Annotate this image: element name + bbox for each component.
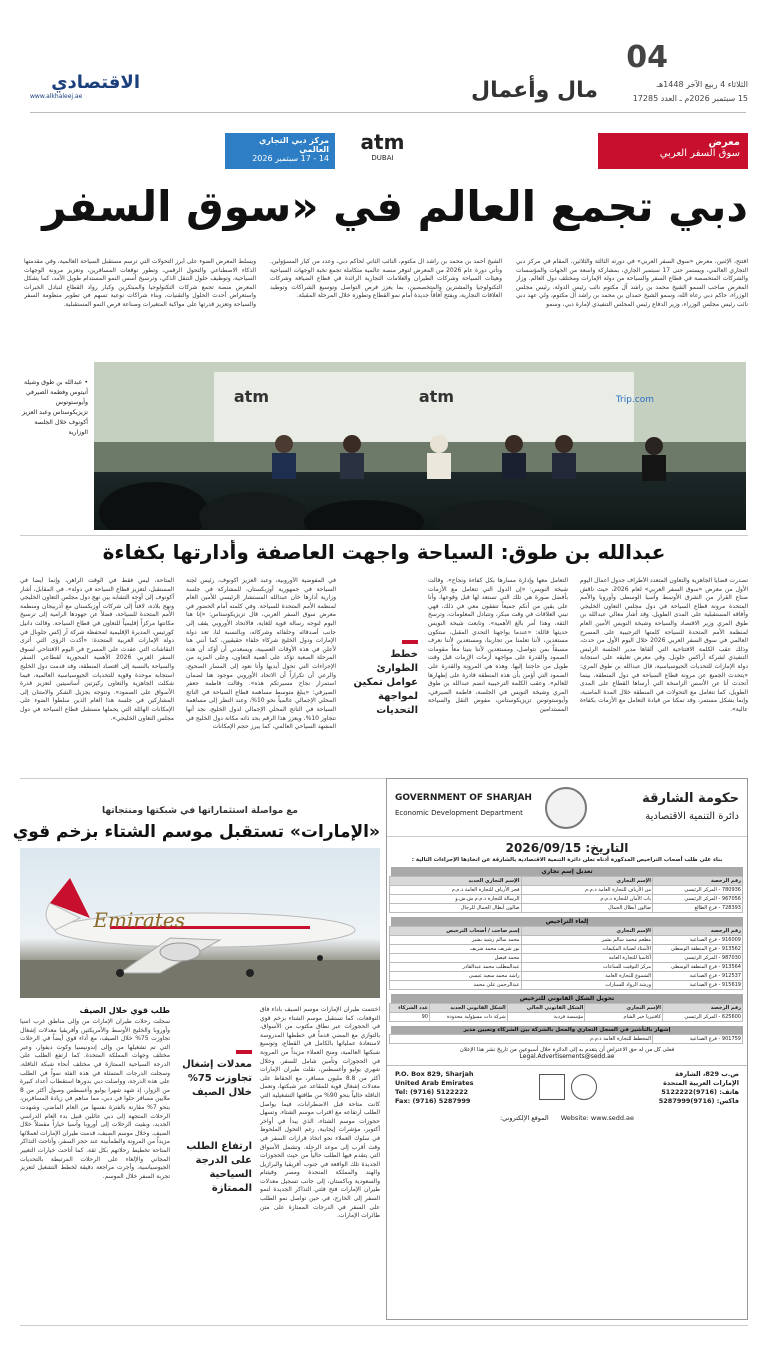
gov-dept-ar: دائرة التنمية الاقتصادية	[645, 811, 739, 822]
table-cell: كافتيريا خير الشام	[585, 1013, 663, 1022]
table-cell: محمد سالم رشيد بشير	[390, 936, 522, 945]
table-cell: راشد محمد سعيد عيسى	[390, 972, 522, 981]
pull-quote-text: خطط الطوارئ عوامل تمكين لمواجهة التحديات	[353, 649, 418, 716]
photo-caption: • عبدالله بن طوق وشيلة أنيتوس وفطمة الصيرفي وأيوستوتوس تزيزيكوستاس وعبد العزيز أكونوف خلال الجلسة الوزارية	[22, 379, 88, 436]
s1-header-2: الإسم التجاري	[521, 877, 653, 886]
table-cell: محمد فيصل	[390, 954, 522, 963]
logo-url: www.alkhaleej.ae	[30, 93, 83, 100]
section4-title: إشهار بالتأشير في السجل التجاري والمحل بالشركة بين الشركاء وتعيين مدير	[391, 1026, 743, 1034]
article3-column-1: اختتمت طيران الإمارات موسم الصيف بأداء فاق التوقعات، كما تستقبل موسم الشتاء بزخم قوي في الحجوزات عبر نطاق مكتوب من الأسواق، بالتوازي مع المضي قدماً في خططها المدروسة لاستعادة عملياتها بالكامل في القطاع، وتوسيع شبكتها العالمية، ومنح العملاء مزيداً من المرونة في الحجوزات وتأمين شامل للسفر. وخلال شهري يوليو وأغسطس، نقلت طيران الإمارات أكثر من 8.8 مليون مسافر، مع الحفاظ على معدلات إشغال قوية للمقاعد عبر شبكتها، وتعمل الناقلة حالياً بنحو 90% من طاقتها التشغيلية التي كانت متاحة قبل الاضطرابات، فيما يواصل الطلب ارتفاعه مع اقتراب موسم الشتاء. وتسهل حجوزات موسم الشتاء، الذي يبدأ في أواخر أكتوبر، مؤشرات إيجابية، رغم التحول الملحوظ في سلوك العملاء نحو اتخاذ قرارات السفر في وقت أقرب إلى موعد الرحلة. وتشمل الأسواق التي يتقدم فيها الطلب حالياً من حيث الحجوزات الجديدة تلك الواقعة في جنوب أفريقيا والبرازيل والهند والمملكة المتحدة ومصر وفيتنام والسعودية وباكستان، إلى جانب تسجيل معدلات طيران الإمارات فتح فئتي التذاكر الجديدة لنمو السفر إلى الخارج، في حين تواصل نمو الطلب على السفر في الدرجات الممتازة على متن طائرات الإمارات.	[260, 1006, 380, 1220]
atm-logo-text: atm	[360, 130, 405, 154]
stage-logo-1: atm	[233, 387, 269, 406]
table-cell: المخطط للتجارة العامة ذ.م.م	[390, 1035, 653, 1044]
article3-pull-quote-2	[178, 1140, 252, 1230]
banner-right-sub: 14 - 17 سبتمبر 2026	[252, 154, 329, 163]
conference-scene	[94, 362, 746, 530]
table-cell: من الأرياف للتجارة العامة ذ.م.م	[521, 886, 653, 895]
article3-headline: «الإمارات» تستقبل موسم الشتاء بزخم قوي	[12, 822, 380, 842]
gov-notice	[386, 778, 748, 1320]
plane-illustration	[20, 848, 380, 998]
table-cell: الرسالة للتجارة ذ.م.م ش.ش.و	[390, 895, 522, 904]
table-cell: باب الأمان للتجارة ذ.م.م	[521, 895, 653, 904]
table-cell: 625600 - المركز الرئيسي	[663, 1013, 743, 1022]
atm-logo	[345, 130, 420, 172]
gov-dept-en: Economic Development Department	[395, 809, 523, 817]
logo	[30, 72, 140, 112]
conference-photo	[94, 362, 746, 530]
address-en-line: United Arab Emirates	[395, 1079, 474, 1087]
s3-header-3: الشكل القانوني الحالي	[507, 1004, 585, 1013]
ukas-badge-icon	[539, 1074, 565, 1100]
table-cell: 987030 - المركز الرئيسي	[653, 954, 743, 963]
event-banner-left	[598, 133, 748, 169]
plane-livery-text: Emirates	[93, 908, 185, 932]
section3-title: تحويل الشكل القانوني للترخيص	[391, 994, 743, 1003]
section2-table	[389, 926, 743, 990]
article2-pull-quote	[348, 640, 418, 716]
gov-date-value: 2026/09/15	[505, 841, 582, 855]
pull-quote-2-text: ارتفاع الطلب على الدرجة السياحية الممتازة	[186, 1141, 252, 1194]
article2-column-4: المتاحة، ليس فقط في الوقت الراهن، وإنما أيضاً في المستقبل، لتعزيز قطاع السياحة في دولة». في المقابل، أشار أكونوف إلى أوجه التشابه بين نهج دول مجلس التعاون الخليجي ونهج بلاده، لافتاً إلى شركات أوزبكستان مع أذربيجان ومنظمة الأمم المتحدة للسياحة، فضلاً عن جهودها الرامية إلى ترسيخ مكانتها مركزاً إقليمياً للتعاون في قطاع السياحة. وقالت دانيل كورتيس، المديرة الإقليمية لمحفظة شركة آر إكس جلوبال في دولة الإمارات العربية المتحدة: «أكدت الرؤى التي أثرى النقاشات التي عقدت على المسرح في اليوم الافتتاحي لسوق السفر العربي 2026 الأهمية المحورية لقطاعي السفر والسياحة بالنسبة إلى اقتصاد المنطقة، وقد قدمت دول الخليج استجابة موحدة وقوية للتحديات الجيوسياسية العالمية، فيما شكلت الجاهزية والتعاون ركيزتين أساسيتين لتعزيز قدرة الأسواق على الصمود». وتتوجه بجزيل الشكر والامتنان إلى المشاركين في جلسة هذا العام الذين سلطوا الضوء على الإمكانات الهائلة التي يحملها مستقبل قطاع السياحة في دول مجلس التعاون الخليجي».	[20, 577, 174, 722]
table-cell: مؤسسة فردية	[507, 1013, 585, 1022]
table-cell: 90	[390, 1013, 430, 1022]
table-cell: 912537 - فرع الصناعية	[653, 972, 743, 981]
lead-column-3: ويسلط المعرض الضوء على أبرز التحولات التي ترسم مستقبل السياحة العالمية، وفي مقدمتها الذكاء الاصطناعي والتحول الرقمي، وتطور توقعات المسافرين، وتعزيز مرونة الوجهات السياحية، وتوظيف حلول التنقل الذكي، وترسيخ أسس النمو المستدام طويل الأمد، كما يشكل المعرض منصة تجمع شركات التكنولوجيا والمبتكرين وكبار رواد القطاع لتبادل الخبرات واستعراض أحدث الحلول والتقنيات، وبناء شراكات نوعية تسهم في تطوير منظومة السفر والسياحة وتعزيز قدرتها على مواكبة المتغيرات وصناعة فرص النمو المستقبلية.	[24, 258, 256, 308]
table-cell: نور شريف محمد شريف	[390, 945, 522, 954]
banner-right-title: مركز دبي التجاري العالمي	[258, 136, 329, 154]
address-en	[395, 1070, 474, 1106]
table-cell: 780936 - المركز الرئيسي	[653, 886, 743, 895]
article3-column-2: سجلت رحلات طيران الإمارات من وإلى مناطق غرب آسيا وأوروبا والخليج الأوسط والأمريكتين وأفريقيا معدلات إشغال تجاوزت 75% خلال الصيف، مع أداء قوي أيضاً في الرحلات التي تم تشغيلها من وإلى إندونيسيا وكوت ديفوار، وعبر مختلف وجهات المملكة المتحدة. كما ارتفع الطلب على الدرجة السياحية الممتازة في مختلف أنحاء شبكة الناقلة، وسجلت الدرجات المتمثلة في هذه الفئة نمواً في الطلب على هذه الدرجة، وواصلت دبي بدورها استقطاب أعداد كبيرة من الزوار، إذ شهد شهرا يوليو وأغسطس وصول أكثر من 8 ملايين مسافر حلوا في دبي، مما ساهم في زيادة المسافرين، بنحو 7% مقارنة بالفترة نفسها من العام الماضي. وشهدت الرحلات المتجهة إلى دبي عائلين قبيل بدء العام الدراسي الجديد، وبقيت الرحلات إلى أوروبا وآسيا خياراً مفضلاً خلال الصيف. وخلال موسم الصيف، قدمت طيران الإمارات لعملائها مزيداً من المرونة والطمأنينة عند حجز السفر، وأتاحت التذاكر المتاحة تخطيط رحلاتهم بكل ثقة. كما أتاحت خيارات التغيير المجاني والإلغاء على الرحلات المرتبطة بالتحديات الجيوسياسية، وأجرت مراجعة دقيقة لخطط التشغيل لتعزيز تجربة السفر خلال الموسم.	[20, 1018, 170, 1180]
section2-title: إلغاء التراخيص	[391, 917, 743, 926]
emirates-plane-photo	[20, 848, 380, 998]
s1-header-3: الإسم التجاري الجديد	[390, 877, 522, 886]
gov-notice-header	[387, 779, 747, 837]
table-cell: مركز التوقيت للساعات	[521, 963, 653, 972]
address-en-line: Fax: (9716) 5287999	[395, 1097, 471, 1105]
s2-header-2: الإسم التجاري	[521, 927, 653, 936]
table-cell: الأستاذ لصيانة المكيفات	[521, 945, 653, 954]
gov-date-row	[387, 841, 747, 855]
gov-date-label: التاريخ:	[585, 841, 629, 855]
pull-quote-mark	[402, 640, 418, 644]
article2-headline: عبدالله بن طوق: السياحة واجهت العاصفة وأدارتها بكفاءة	[102, 540, 666, 564]
table-cell: 728393 - فرع الطالع	[653, 904, 743, 913]
table-cell: صالون أبطال الجمال	[521, 904, 653, 913]
article3-subheading: طلب قوي خلال الصيف	[79, 1006, 170, 1015]
page-number: 04	[626, 40, 668, 75]
address-ar-line: هاتف: (9716)5122222	[661, 1088, 739, 1096]
stage-sponsor: Trip.com	[615, 395, 654, 405]
website-en[interactable]: Website: www.sedd.ae	[560, 1114, 635, 1122]
s2-header-1: رقم الرخصة	[653, 927, 743, 936]
s3-header-5: عدد الشركاء	[390, 1004, 430, 1013]
article2-column-1: تصدرت قضايا الجاهزية والتعاون المتعدد الأطراف جدول أعمال اليوم الأول من معرض «سوق السفر العربي» لعام 2026، حيث ناقش صناع القرار من الشرق الأوسط وآسيا الوسطى وأوروبا والأمم المتحدة مرونة قطاع السياحة في دول مجلس التعاون الخليجي وآفاقه المستقبلية على المدى الطويل. وقد أشار معالي عبدالله بن طوق المري وزير الاقتصاد والسياحة وشيخة النويس الأمين العام لمنظمة الأمم المتحدة للسياحة كلمتها الترحيبية على المسرح العالمي في سوق السفر العربي 2026 خلال اليوم الأول من حدث، وذلك عقب الكلمة الافتتاحية التي ألقاها مدير الجلسة الرئيس التنفيذي لشركة أراكس جلوبل. وفي معرض تعليقه على استجابة دولة الإمارات للتحديات الجيوسياسية، قال عبدالله بن طوق المري: «يتحدث الجميع عن مرونة قطاع السياحة في دول المنطقة، بينما أتحدث أنا عن الأسس الراسخة التي أرساها القطاع على المدى الطويل، كما نتعامل مع التحولات في المنطقة خلال المدة الماضية، وإنما بشكل مستمر، وقد تمكنا من قيادة التعامل مع الأزمات بكفاءة عالية».	[580, 577, 748, 713]
certification-badges	[527, 1074, 597, 1100]
table-cell: عبدالمطلب محمد عبدالقادر	[390, 963, 522, 972]
gov-emblem-icon	[545, 787, 587, 829]
address-en-line: Tel: (9716) 5122222	[395, 1088, 469, 1096]
photo-divider	[20, 535, 748, 536]
table-cell: صالون أبطال الجمال للرجال	[390, 904, 522, 913]
article2-column-3: في المفوضية الأوروبية، وعبد العزيز أكونوف، رئيس لجنة السياحة في جمهورية أوزبكستان، للمشاركة في جلسة وزارية أدارها خان عبدالله المستشار الرئيسي للأمين العام لمنظمة الأمم المتحدة للسياحة. وفي كلمته أمام الحضور في معرض سوق السفر العربي، قال تزيزيكوستاس: «إنا هنا اليوم لنوجه رسالة قوية للغاية، فالاتحاد الأوروبي يقف إلى جانب أصدقائه وحلفائه وشركائه، وبالنسبة لنا، تعد دولة الإمارات ودول الخليج شركاء حلفاء حقيقيين، كما أنني هنا لأعلن في هذه الأوقات العصيبة، ويسعدني أن أؤكد أن هذه المرحلة الصعبة تؤكد على أهمية التعاون، وعلى المزيد من الإجراءات التي تحول أيديها وأنا نعود إلى المسار الصحيح، والرعي أن تكراراً أن الاتحاد الأوروبي موجود هنا لضمان استمرار نجاح مسيرتكم هذه». وقالت فاطمة جعفر الصيرفي: «يبلغ متوسط مساهمة قطاع السياحة في الناتج المحلي الإجمالي عالمياً نحو 10%، وعند النظر إلى مساهمة السياحة في الناتج المحلي الإجمالي لدول الخليج، نجد أنها تتجاوز 10%، ويعزز هذا الرقم بحد ذاته مكانة دول الخليج في المشهد السياحي العالمي، كما يبرز حجم الإمكانات	[186, 577, 336, 731]
atm-logo-sub: DUBAI	[371, 154, 394, 162]
address-ar-line: الإمارات العربية المتحدة	[663, 1079, 739, 1087]
section3-table	[389, 1003, 743, 1022]
section4-table	[389, 1034, 743, 1044]
website-ar: الموقع الإلكتروني:	[499, 1114, 549, 1122]
website-row	[387, 1114, 747, 1122]
table-cell: ورشة الرواد للسيارات	[521, 981, 653, 990]
gov-org-en: GOVERNMENT OF SHARJAH	[395, 793, 532, 803]
stage-logo-2: atm	[418, 387, 454, 406]
event-banner-right	[225, 133, 335, 169]
table-cell: 913562 - فرع المنطقة الوسطى	[653, 945, 743, 954]
table-cell: عبدالرحمن علي محمد	[390, 981, 522, 990]
address-en-line: P.O. Box 829, Sharjah	[395, 1070, 474, 1078]
gov-footer-note: فعلى كل من له حق الاعتراض أن يتقدم به إلى الدائرة خلال أسبوعين من تاريخ نشر هذا الإعلان	[459, 1047, 675, 1053]
article3-pull-quote-1	[178, 1050, 252, 1130]
table-cell: 916009 - فرع الصناعية	[653, 936, 743, 945]
table-cell: 901759 - فرع الصناعية	[653, 1035, 743, 1044]
s3-header-1: رقم الرخصة	[663, 1004, 743, 1013]
address-ar-line: ص.ب 829، الشارقة	[675, 1070, 739, 1078]
s2-header-3: إسم صاحب / أصحاب الترخيص	[390, 927, 522, 936]
logo-text: الاقتصادي	[51, 72, 140, 93]
gov-contact	[387, 1065, 747, 1125]
s3-header-2: الإسم التجاري	[585, 1004, 663, 1013]
article2-column-2: التعامل معها وإدارة مسارها بكل كفاءة ونجاح». وقالت شيخة النويس: «إن الدول التي تتعامل مع الأزمات بأفضل صورة هي تلك التي تستعد لها قبل وقوعها، وأنا على يقين من أنكم جميعاً تتفقون معي في ذلك، فهي تبني العلاقات في وقت مبكر، وتتبادل المعلومات، وترسخ الثقة، وهذا أمر بالغ الأهمية». وتابعت شيخة النويس حديثها قائلة: «عندما يواجهنا التحدي المقبل، ستكون مستعدين، لأننا تعلمنا من تجاربنا، ومستعدين لأننا نعرف مسبقاً بمن نتواصل، ومستعدين لأننا بنينا معاً مقومات الصمود والقدرة على مواجهة أزمات الإزمات قبل وقت طويل من حاجتنا إليها. وهذه هي المرونة والقدرة على الصمود التي أؤمن بأن هذه المنطقة قادرة على إظهارها للعالم». وعقب الكلمة الترحيبية انضم عبدالله بن طوق المري وشيخة النويس في الجلسة، فاطمة الصيرفي، وأيوستوتوس تزيزيكوستاس، مفوض النقل والسياحة المستدامين	[428, 577, 568, 713]
table-cell: مطعم محمد سالم بشير	[521, 936, 653, 945]
lead-column-2: الشيخ أحمد بن محمد بن راشد آل مكتوم، النائب الثاني لحاكم دبي، وعدد من كبار المسؤولين. وتأتي دورة عام 2026 من المعرض لتوفر منصة عالمية متكاملة تجمع نخبة الوجهات السياحية وهيئات السياحة وشركات الطيران والعلامات التجارية الرائدة في قطاع الضيافة وشركات التكنولوجيا والمشترين والمتخصصين، بما يعزز فرص التواصل وتوسيع الشراكات وتوطيد العلاقات التجارية، ويفتح آفاقاً جديدة أمام نمو القطاع وتطوره خلال المرحلة المقبلة.	[270, 258, 502, 300]
lead-column-1: افتتح، الإثنين، معرض «سوق السفر العربي» في دورته الثالثة والثلاثين، المقام في مركز دبي التجاري العالمي، ويستمر حتى 17 سبتمبر الجاري، بمشاركة واسعة من الجهات والمؤسسات والشركات المتخصصة في قطاع السفر والسياحة من دولة الإمارات ومختلف دول العالم. وزار المعرض صاحب السمو الشيخ محمد بن راشد آل مكتوم نائب رئيس الدولة، رئيس مجلس الوزراء، حاكم دبي رعاه الله، وسمو الشيخ حمدان بن محمد بن راشد آل مكتوم، ولي عهد دبي نائب رئيس مجلس الوزراء، وزير الدفاع رئيس المجلس التنفيذي لإمارة دبي، وسمو	[516, 258, 748, 308]
table-cell: 913564 - فرع المنطقة الوسطى	[653, 963, 743, 972]
table-cell: 967056 - المركز الرئيسي	[653, 895, 743, 904]
section1-title: تعديل إسم تجاري	[391, 867, 743, 876]
masthead-divider	[30, 112, 746, 113]
gov-org-ar: حكومة الشارقة	[642, 791, 739, 806]
iso-badge-icon	[571, 1074, 597, 1100]
gov-email[interactable]: Legal.Advertisements@sedd.ae	[519, 1053, 615, 1060]
pull-quote-1-text: معدلات إشغال تجاوزت 75% خلال الصيف	[182, 1059, 252, 1098]
article3-kicker: مع مواصلة استثماراتها في شبكتها ومنتجاتها	[101, 806, 298, 816]
banner-left-title: معرض	[708, 137, 740, 148]
date-line: الثلاثاء 4 ربيع الآخر 1448هـ	[656, 80, 748, 89]
section-title: مال وأعمال	[471, 78, 598, 103]
table-cell: شركة ذات مسؤولية محدودة	[430, 1013, 508, 1022]
masthead	[0, 0, 768, 115]
table-cell: أكاسيا للتجارة العامة	[521, 954, 653, 963]
main-headline: دبي تجمع العالم في «سوق السفر	[42, 182, 748, 231]
table-cell: الشموع للتجارة العامة	[521, 972, 653, 981]
section1-table	[389, 876, 743, 913]
banner-left-sub: سوق السفر العربي	[659, 148, 740, 159]
table-cell: فجر الأرياف للتجارة العامة ذ.م.م	[390, 886, 522, 895]
s1-header-1: رقم الرخصة	[653, 877, 743, 886]
s3-header-4: الشكل القانوني الجديد	[430, 1004, 508, 1013]
address-ar	[659, 1070, 739, 1106]
address-ar-line: فاكس: (9716)5287999	[658, 1097, 739, 1105]
pull-quote-mark	[236, 1050, 252, 1054]
gov-intro: بناء على طلب أصحاب التراخيص المذكورة أدناه تعلن دائرة التنمية الاقتصادية بالشارقة عن اتخاذها الإجراءات التالية :	[411, 857, 723, 863]
bottom-divider	[20, 1325, 748, 1326]
date-line-2: 15 سبتمبر 2026م ـ العدد 17285	[632, 94, 748, 103]
table-cell: 915619 - فرع الصناعية	[653, 981, 743, 990]
